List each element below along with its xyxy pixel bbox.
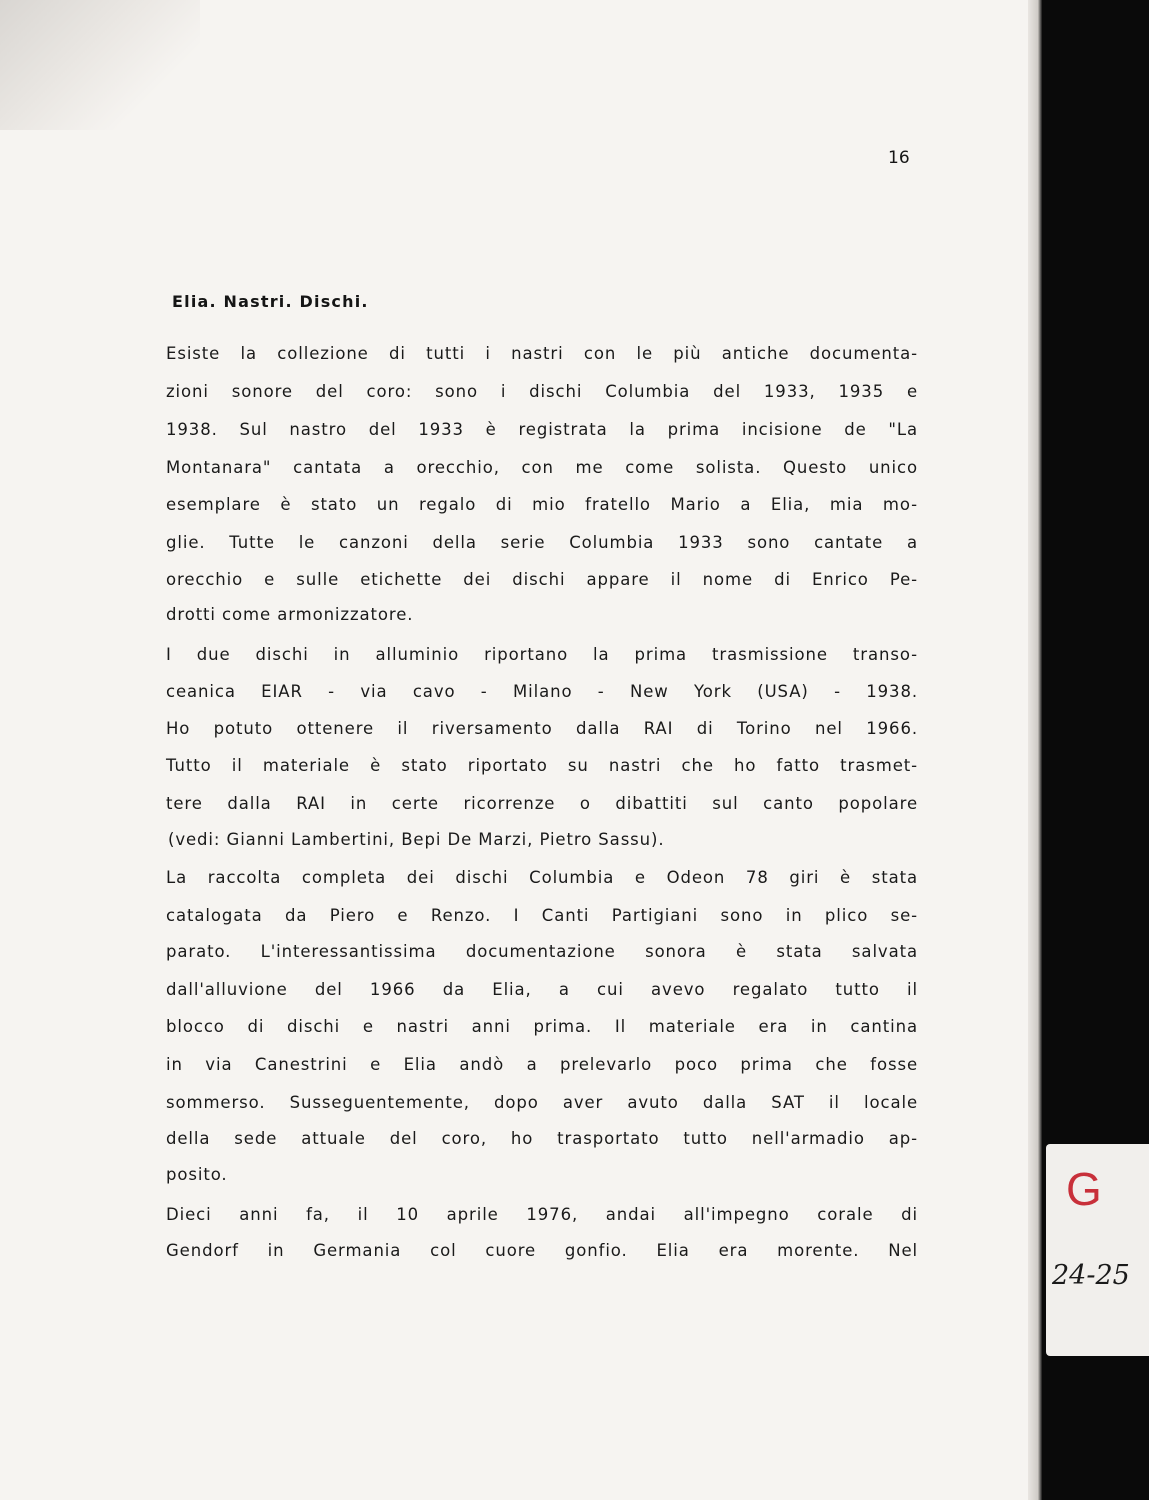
text-line: Dieci anni fa, il 10 aprile 1976, andai all'impegno corale di bbox=[166, 1205, 918, 1224]
text-line: della sede attuale del coro, ho trasportato tutto nell'armadio ap- bbox=[166, 1129, 918, 1148]
text-line: zioni sonore del coro: sono i dischi Columbia del 1933, 1935 e bbox=[166, 382, 918, 401]
text-line: La raccolta completa dei dischi Columbia e Odeon 78 giri è stata bbox=[166, 868, 918, 887]
text-line: posito. bbox=[166, 1165, 228, 1184]
text-line: catalogata da Piero e Renzo. I Canti Partigiani sono in plico se- bbox=[166, 906, 918, 925]
text-line: sommerso. Susseguentemente, dopo aver avuto dalla SAT il locale bbox=[166, 1093, 918, 1112]
text-line: tere dalla RAI in certe ricorrenze o dibattiti sul canto popolare bbox=[166, 794, 918, 813]
index-tab bbox=[1046, 1144, 1149, 1356]
text-line: in via Canestrini e Elia andò a prelevarlo poco prima che fosse bbox=[166, 1055, 918, 1074]
text-line: drotti come armonizzatore. bbox=[166, 605, 414, 624]
text-line: Montanara" cantata a orecchio, con me come solista. Questo unico bbox=[166, 458, 918, 477]
text-line: (vedi: Gianni Lambertini, Bepi De Marzi, Pietro Sassu). bbox=[168, 830, 665, 849]
section-heading: Elia. Nastri. Dischi. bbox=[172, 292, 369, 311]
text-line: Gendorf in Germania col cuore gonfio. Elia era morente. Nel bbox=[166, 1241, 918, 1260]
text-line: I due dischi in alluminio riportano la prima trasmissione transo- bbox=[166, 645, 918, 664]
text-line: esemplare è stato un regalo di mio fratello Mario a Elia, mia mo- bbox=[166, 495, 918, 514]
text-line: 1938. Sul nastro del 1933 è registrata la prima incisione de "La bbox=[166, 420, 918, 439]
index-tab-letter: G bbox=[1066, 1163, 1102, 1215]
page-edge bbox=[1028, 0, 1042, 1500]
text-line: parato. L'interessantissima documentazione sonora è stata salvata bbox=[166, 942, 918, 961]
page-number: 16 bbox=[888, 148, 910, 168]
text-line: glie. Tutte le canzoni della serie Columbia 1933 sono cantate a bbox=[166, 533, 918, 552]
index-tab-range: 24-25 bbox=[1052, 1260, 1130, 1291]
text-line: Tutto il materiale è stato riportato su nastri che ho fatto trasmet- bbox=[166, 756, 918, 775]
folded-corner bbox=[0, 0, 200, 130]
text-line: Ho potuto ottenere il riversamento dalla RAI di Torino nel 1966. bbox=[166, 719, 918, 738]
text-line: orecchio e sulle etichette dei dischi appare il nome di Enrico Pe- bbox=[166, 570, 918, 589]
text-line: Esiste la collezione di tutti i nastri con le più antiche documenta- bbox=[166, 344, 918, 363]
text-line: dall'alluvione del 1966 da Elia, a cui avevo regalato tutto il bbox=[166, 980, 918, 999]
text-line: blocco di dischi e nastri anni prima. Il materiale era in cantina bbox=[166, 1017, 918, 1036]
text-line: ceanica EIAR - via cavo - Milano - New York (USA) - 1938. bbox=[166, 682, 918, 701]
